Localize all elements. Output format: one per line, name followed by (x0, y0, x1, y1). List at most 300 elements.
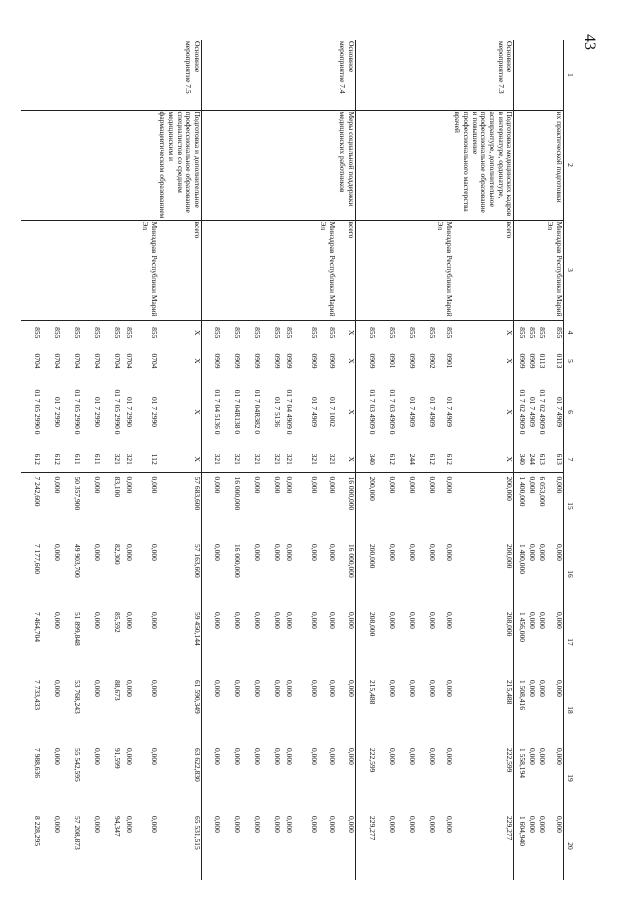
cell-c1 (293, 40, 318, 110)
cell-c2 (536, 110, 546, 220)
column-header: 18 (564, 676, 577, 744)
cell-c6: 01 7 1002 (327, 397, 337, 427)
column-header: 6 (564, 377, 577, 447)
cell-c1 (101, 40, 121, 110)
cell-c3: Минздрав Республики Марий Эл (436, 220, 453, 320)
cell-c20: 0,000 (310, 816, 320, 833)
cell-c16: 0,000 (555, 544, 564, 561)
cell-c2 (261, 110, 281, 220)
table-row (336, 40, 356, 880)
cell-c6: 01 7 04R382 0 (253, 389, 263, 435)
cell-c17: 0,000 (253, 612, 263, 629)
table-row (121, 40, 133, 880)
cell-c15: 16 000,000 (336, 472, 356, 540)
cell-c5: 0909 (327, 353, 337, 369)
cell-c17: 0,000 (427, 612, 437, 629)
cell-c4: 855 (293, 320, 318, 345)
cell-c5: 0704 (92, 353, 102, 369)
cell-c19: 0,000 (387, 748, 397, 765)
cell-c1 (261, 40, 281, 110)
cell-c1 (526, 40, 536, 110)
cell-c20: 1 604,940 (517, 816, 527, 846)
table-row (61, 40, 81, 880)
cell-c20: 0,000 (327, 816, 337, 833)
cell-c16: 16 000,000 (336, 540, 356, 608)
cell-c7: X (453, 447, 514, 472)
cell-c7: 321 (112, 453, 122, 465)
table-row (514, 40, 526, 880)
cell-c7: 321 (327, 453, 337, 465)
cell-c4: 855 (356, 320, 376, 345)
cell-c18: 0,000 (52, 680, 62, 697)
cell-c16: 0,000 (92, 544, 102, 561)
cell-c15: 0,000 (133, 472, 158, 540)
cell-c20: 0,000 (555, 816, 564, 833)
cell-c6: 01 7 02 4909 0 (517, 389, 527, 435)
cell-c18: 0,000 (253, 680, 263, 697)
column-header: 7 (564, 447, 577, 472)
cell-c5: 0901 (387, 353, 397, 369)
cell-c15: 0,000 (436, 472, 453, 540)
cell-c2 (396, 110, 416, 220)
cell-c4: 855 (121, 320, 133, 345)
cell-c7: 321 (213, 453, 223, 465)
cell-c16: 0,000 (310, 544, 320, 561)
page-number: 43 (581, 34, 598, 50)
cell-c20: 0,000 (537, 816, 547, 833)
cell-c19: 91,599 (112, 748, 122, 769)
cell-c20: 0,000 (444, 816, 454, 833)
column-header: 19 (564, 744, 577, 812)
cell-c16: 0,000 (407, 544, 417, 561)
cell-c17: 1 456,000 (517, 612, 527, 642)
cell-c19: 222,599 (453, 744, 514, 812)
cell-c1 (201, 40, 221, 110)
cell-c2 (293, 110, 318, 220)
cell-c2: Меры социальной поддержки медицинских работников (336, 110, 356, 220)
table-row (261, 40, 281, 880)
cell-c19: 0,000 (52, 748, 62, 765)
column-header: 17 (564, 608, 577, 676)
cell-c1 (318, 40, 335, 110)
cell-c7: 612 (427, 453, 437, 465)
cell-c5: 0909 (273, 353, 283, 369)
cell-c18: 0,000 (537, 680, 547, 697)
cell-c17: 0,000 (387, 612, 397, 629)
cell-c2 (201, 110, 221, 220)
column-header: 1 (564, 40, 577, 110)
cell-c18: 0,000 (92, 680, 102, 697)
table-row (81, 40, 101, 880)
cell-c6: 01 7 04 5136 0 (213, 389, 223, 435)
table-row (536, 40, 546, 880)
cell-c4: 855 (81, 320, 101, 345)
cell-c7: 112 (149, 453, 159, 465)
cell-c16: 0,000 (427, 544, 437, 561)
cell-c15: 0,000 (41, 472, 61, 540)
cell-c3: всего (336, 220, 356, 320)
cell-c19: 63 622,830 (158, 744, 202, 812)
cell-c17: 0,000 (52, 612, 62, 629)
cell-c3: Минздрав Республики Марий Эл (133, 220, 158, 320)
column-header: 5 (564, 345, 577, 377)
cell-c4: X (158, 320, 202, 345)
cell-c6: 01 7 4909 (555, 397, 564, 427)
cell-c1 (356, 40, 376, 110)
cell-c4: 855 (396, 320, 416, 345)
cell-c18: 0,000 (149, 680, 159, 697)
cell-c6: 01 7 05 2990 0 (112, 389, 122, 435)
cell-c6: 01 7 4909 (310, 397, 320, 427)
cell-c16: 0,000 (327, 544, 337, 561)
cell-c20: 57 208,873 (72, 816, 82, 850)
cell-c18: 7 733,433 (32, 680, 42, 710)
cell-c16: 0,000 (527, 544, 537, 561)
cell-c1: Основное мероприятие 7.4 (336, 40, 356, 110)
cell-c18: 61 590,349 (158, 676, 202, 744)
cell-c4: 855 (201, 320, 221, 345)
cell-c16: 0,000 (285, 544, 295, 561)
cell-c20: 0,000 (285, 816, 295, 833)
cell-c5: 0909 (517, 353, 527, 369)
cell-c19: 0,000 (527, 748, 537, 765)
cell-c4: 855 (21, 320, 41, 345)
cell-c5: 0909 (213, 353, 223, 369)
table-row (356, 40, 376, 880)
cell-c3 (536, 220, 546, 320)
cell-c2 (133, 110, 158, 220)
table-row (41, 40, 61, 880)
cell-c5: 0113 (555, 353, 564, 369)
cell-c18: 1 508,416 (517, 680, 527, 710)
cell-c2 (121, 110, 133, 220)
cell-c2: Подготовка медицинских кадров в интернатуре, ординатуре, аспирантуре, дополнительное профессиональное образование и повышение профессионального мастерства врачей (453, 110, 514, 220)
cell-c2 (416, 110, 436, 220)
cell-c4: X (336, 320, 356, 345)
cell-c5: 0909 (233, 353, 243, 369)
cell-c18: 0,000 (310, 680, 320, 697)
cell-c16: 0,000 (124, 544, 134, 561)
cell-c18: 0,000 (427, 680, 437, 697)
cell-c6: 01 7 04 4909 0 (285, 389, 295, 435)
cell-c19: 0,000 (327, 748, 337, 765)
cell-c20: 94,347 (112, 816, 122, 837)
cell-c18: 0,000 (336, 676, 356, 744)
cell-c17: 0,000 (336, 608, 356, 676)
cell-c15: 0,000 (293, 472, 318, 540)
cell-c7: 612 (387, 453, 397, 465)
cell-c7: 321 (285, 453, 295, 465)
cell-c3: всего (158, 220, 202, 320)
cell-c20: 0,000 (527, 816, 537, 833)
cell-c16: 1 400,000 (517, 544, 527, 574)
table-row (453, 40, 514, 880)
cell-c3: всего (453, 220, 514, 320)
table-row (436, 40, 453, 880)
cell-c3: Минздрав Республики Марий Эл (546, 220, 564, 320)
cell-c20: 0,000 (387, 816, 397, 833)
cell-c1 (81, 40, 101, 110)
cell-c5: 0909 (253, 353, 263, 369)
cell-c7: 321 (124, 453, 134, 465)
cell-c19: 0,000 (537, 748, 547, 765)
cell-c2 (356, 110, 376, 220)
cell-c6: X (453, 377, 514, 447)
cell-c4: 855 (281, 320, 293, 345)
cell-c4: 855 (101, 320, 121, 345)
cell-c4: 855 (241, 320, 261, 345)
cell-c4: 855 (318, 320, 335, 345)
budget-table (21, 40, 576, 880)
cell-c20: 0,000 (427, 816, 437, 833)
cell-c2 (221, 110, 241, 220)
cell-c2 (101, 110, 121, 220)
cell-c7: 321 (233, 453, 243, 465)
cell-c16: 0,000 (149, 544, 159, 561)
cell-c18: 215,488 (453, 676, 514, 744)
cell-c4: 855 (41, 320, 61, 345)
cell-c16: 82,300 (112, 544, 122, 565)
cell-c6: 01 7 05 2990 0 (32, 389, 42, 435)
cell-c6: 01 7 2990 (124, 397, 134, 427)
cell-c1 (536, 40, 546, 110)
cell-c15: 0,000 (396, 472, 416, 540)
cell-c18: 0,000 (233, 680, 243, 697)
cell-c2 (241, 110, 261, 220)
cell-c19: 0,000 (213, 748, 223, 765)
cell-c1 (546, 40, 564, 110)
cell-c17: 0,000 (149, 612, 159, 629)
cell-c1: Основное мероприятие 7.5 (158, 40, 202, 110)
cell-c4: 855 (376, 320, 396, 345)
cell-c3 (121, 220, 133, 320)
table-row (376, 40, 396, 880)
cell-c15: 0,000 (201, 472, 221, 540)
cell-c2 (318, 110, 335, 220)
table-row (396, 40, 416, 880)
cell-c4: 855 (546, 320, 564, 345)
cell-c2 (41, 110, 61, 220)
cell-c5: 0704 (52, 353, 62, 369)
cell-c4: 855 (416, 320, 436, 345)
header-row (564, 40, 577, 880)
cell-c7: 321 (310, 453, 320, 465)
cell-c6: 01 7 2990 (52, 397, 62, 427)
cell-c17: 0,000 (213, 612, 223, 629)
cell-c18: 0,000 (124, 680, 134, 697)
cell-c20: 0,000 (52, 816, 62, 833)
table-row (21, 40, 41, 880)
cell-c17: 0,000 (555, 612, 564, 629)
cell-c6: 01 7 4909 (427, 397, 437, 427)
cell-c15: 16 000,000 (221, 472, 241, 540)
cell-c16: 57 163,600 (158, 540, 202, 608)
cell-c7: 611 (92, 453, 102, 465)
cell-c19: 0,000 (124, 748, 134, 765)
cell-c19: 0,000 (149, 748, 159, 765)
cell-c2 (61, 110, 81, 220)
cell-c3 (376, 220, 396, 320)
cell-c16: 0,000 (253, 544, 263, 561)
cell-c17: 85,592 (112, 612, 122, 633)
cell-c17: 0,000 (124, 612, 134, 629)
cell-c3 (101, 220, 121, 320)
cell-c5: 0909 (367, 353, 377, 369)
cell-c18: 0,000 (407, 680, 417, 697)
table-row (101, 40, 121, 880)
cell-c6: 01 7 05 2990 0 (72, 389, 82, 435)
cell-c1: Основное мероприятие 7.3 (453, 40, 514, 110)
cell-c7: X (158, 447, 202, 472)
cell-c3 (526, 220, 536, 320)
table-row (201, 40, 221, 880)
table-row (293, 40, 318, 880)
cell-c7: 613 (537, 453, 547, 465)
cell-c5: 0909 (285, 353, 295, 369)
cell-c7: X (336, 447, 356, 472)
cell-c6: X (336, 377, 356, 447)
cell-c15: 0,000 (121, 472, 133, 540)
table-row (221, 40, 241, 880)
cell-c16: 0,000 (537, 544, 547, 561)
cell-c20: 229,277 (453, 812, 514, 880)
cell-c16: 0,000 (387, 544, 397, 561)
cell-c18: 0,000 (527, 680, 537, 697)
cell-c17: 51 899,848 (72, 612, 82, 646)
cell-c19: 0,000 (336, 744, 356, 812)
cell-c5: 0901 (444, 353, 454, 369)
cell-c19: 0,000 (285, 748, 295, 765)
cell-c17: 0,000 (444, 612, 454, 629)
cell-c20: 0,000 (273, 816, 283, 833)
cell-c6: 01 7 4909 (407, 397, 417, 427)
cell-c5: 0704 (124, 353, 134, 369)
cell-c19: 55 542,595 (72, 748, 82, 782)
cell-c19: 1 558,194 (517, 748, 527, 778)
cell-c15: 83,100 (101, 472, 121, 540)
cell-c1 (41, 40, 61, 110)
table-row (133, 40, 158, 880)
cell-c20: 65 531,515 (158, 812, 202, 880)
column-header: 20 (564, 812, 577, 880)
cell-c20: 0,000 (213, 816, 223, 833)
table-row (546, 40, 564, 880)
table-row (241, 40, 261, 880)
cell-c17: 0,000 (273, 612, 283, 629)
cell-c7: 321 (253, 453, 263, 465)
cell-c7: 321 (273, 453, 283, 465)
cell-c1 (133, 40, 158, 110)
cell-c6: X (158, 377, 202, 447)
table-body (21, 40, 564, 880)
cell-c1 (241, 40, 261, 110)
cell-c20: 8 228,295 (32, 816, 42, 846)
cell-c7: 611 (72, 453, 82, 465)
cell-c15: 57 683,600 (158, 472, 202, 540)
cell-c18: 0,000 (555, 680, 564, 697)
cell-c18: 0,000 (387, 680, 397, 697)
table-row (318, 40, 335, 880)
cell-c19: 0,000 (253, 748, 263, 765)
cell-c15: 1 400,000 (514, 472, 526, 540)
cell-c4: X (453, 320, 514, 345)
cell-c2 (281, 110, 293, 220)
cell-c18: 0,000 (327, 680, 337, 697)
cell-c18: 88,673 (112, 680, 122, 701)
cell-c3 (416, 220, 436, 320)
cell-c20: 0,000 (92, 816, 102, 833)
cell-c2 (514, 110, 526, 220)
cell-c4: 855 (436, 320, 453, 345)
cell-c20: 0,000 (336, 812, 356, 880)
cell-c18: 0,000 (273, 680, 283, 697)
cell-c5: X (158, 345, 202, 377)
cell-c17: 208,000 (367, 612, 377, 637)
cell-c4: 855 (526, 320, 536, 345)
cell-c4: 855 (536, 320, 546, 345)
cell-c3: Минздрав Республики Марий Эл (318, 220, 335, 320)
cell-c19: 0,000 (444, 748, 454, 765)
cell-c6: 01 7 4909 (527, 397, 537, 427)
cell-c2 (376, 110, 396, 220)
cell-c3 (293, 220, 318, 320)
cell-c16: 0,000 (213, 544, 223, 561)
cell-c5: 0704 (72, 353, 82, 369)
cell-c7: 244 (527, 453, 537, 465)
cell-c4: 855 (133, 320, 158, 345)
cell-c6: 01 7 4909 (444, 397, 454, 427)
cell-c17: 7 464,704 (32, 612, 42, 642)
cell-c3 (221, 220, 241, 320)
cell-c15: 0,000 (526, 472, 536, 540)
cell-c3 (281, 220, 293, 320)
cell-c20: 229,277 (367, 816, 377, 841)
cell-c5: 0113 (537, 353, 547, 369)
rotated-page (32, 40, 576, 880)
cell-c20: 0,000 (149, 816, 159, 833)
cell-c1 (21, 40, 41, 110)
table-row (526, 40, 536, 880)
cell-c3 (396, 220, 416, 320)
cell-c5: X (453, 345, 514, 377)
cell-c5: 0909 (310, 353, 320, 369)
cell-c2 (526, 110, 536, 220)
cell-c6: 01 7 03 4909 0 (367, 389, 377, 435)
cell-c19: 0,000 (92, 748, 102, 765)
cell-c5: 0704 (32, 353, 42, 369)
cell-c2 (436, 110, 453, 220)
cell-c5: 0902 (427, 353, 437, 369)
cell-c3 (81, 220, 101, 320)
cell-c17: 0,000 (327, 612, 337, 629)
cell-c16: 0,000 (273, 544, 283, 561)
cell-c3 (356, 220, 376, 320)
cell-c7: 612 (52, 453, 62, 465)
cell-c18: 0,000 (285, 680, 295, 697)
cell-c1 (121, 40, 133, 110)
cell-c16: 0,000 (444, 544, 454, 561)
table-row (416, 40, 436, 880)
cell-c2 (21, 110, 41, 220)
cell-c17: 0,000 (233, 612, 243, 629)
cell-c19: 0,000 (273, 748, 283, 765)
table-row (281, 40, 293, 880)
cell-c20: 0,000 (233, 816, 243, 833)
cell-c15: 0,000 (241, 472, 261, 540)
column-header: 16 (564, 540, 577, 608)
column-header: 15 (564, 472, 577, 540)
cell-c16: 49 903,700 (72, 544, 82, 578)
